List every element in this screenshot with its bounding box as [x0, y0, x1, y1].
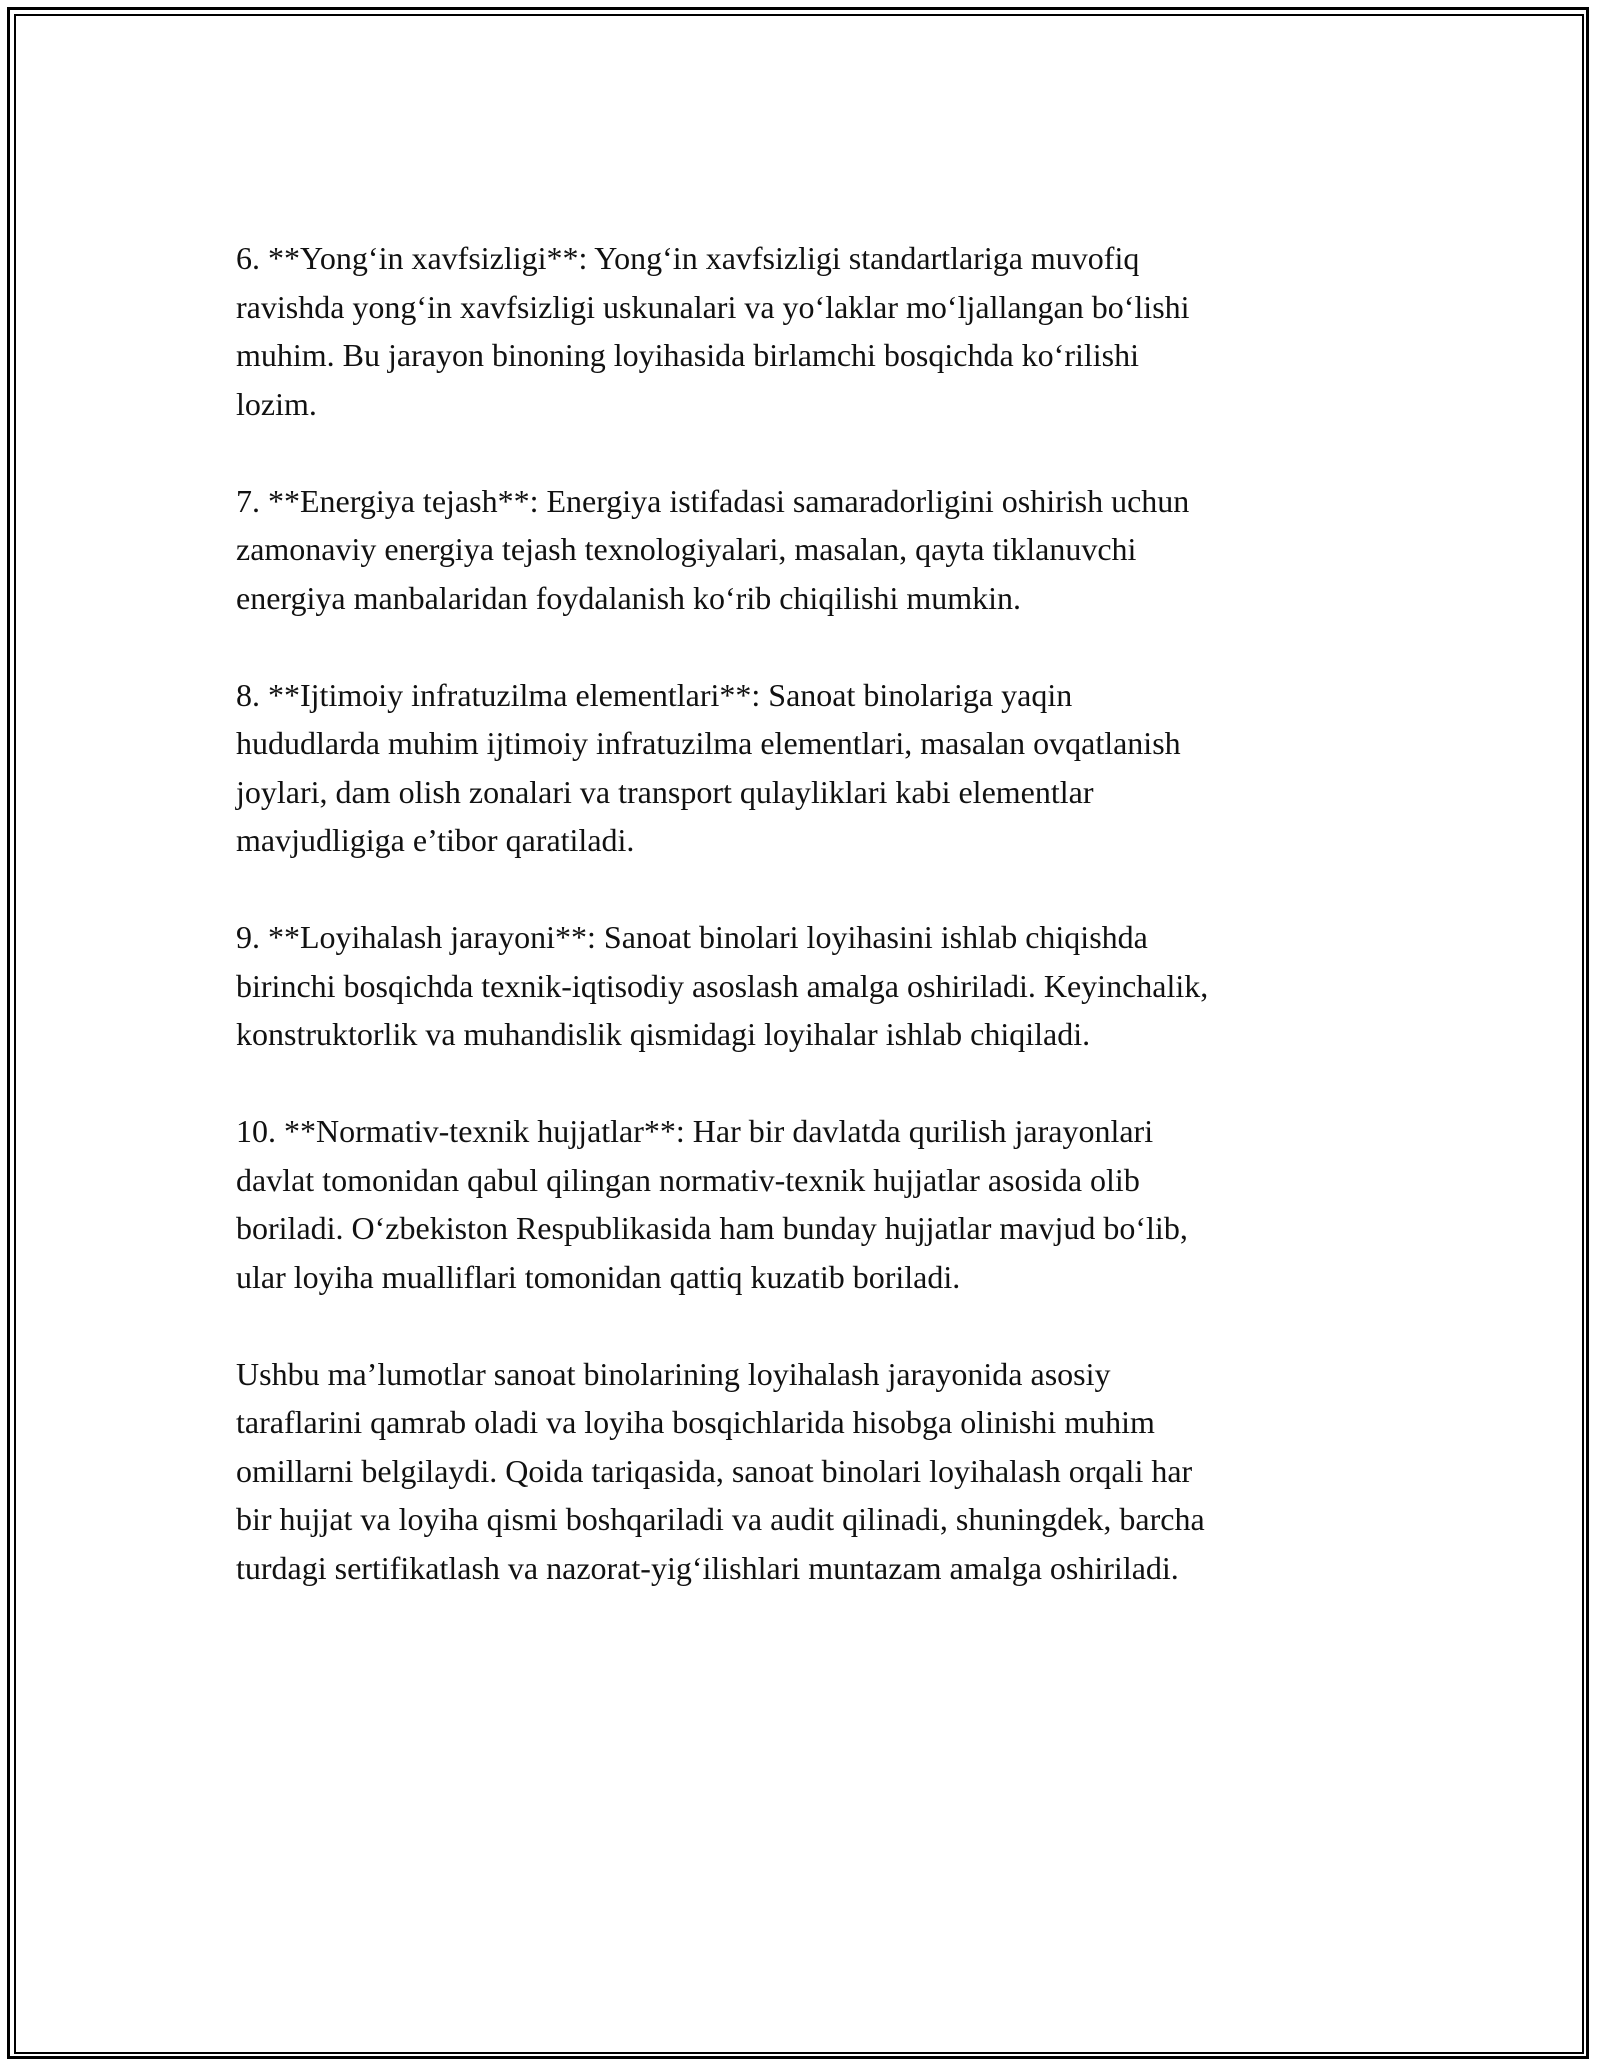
- text-line: Ushbu ma’lumotlar sanoat binolarining loyihalash jarayonida asosiy: [236, 1355, 1111, 1392]
- text-line: zamonaviy energiya tejash texnologiyalari, masalan, qayta tiklanuvchi: [236, 531, 1137, 567]
- paragraph-energy-saving: [236, 477, 1376, 623]
- text-line: omillarni belgilaydi. Qoida tariqasida, sanoat binolari loyihalash orqali har: [236, 1452, 1193, 1489]
- text-line: muhim. Bu jarayon binoning loyihasida birlamchi bosqichda ko‘rilishi: [236, 337, 1139, 373]
- paragraph-design-process: [236, 913, 1376, 1059]
- text-line: turdagi sertifikatlash va nazorat-yig‘ilishlari muntazam amalga oshiriladi.: [236, 1549, 1179, 1586]
- paragraph-social-infrastructure: [236, 671, 1376, 865]
- text-line: konstruktorlik va muhandislik qismidagi loyihalar ishlab chiqiladi.: [236, 1016, 1091, 1052]
- text-line: boriladi. O‘zbekiston Respublikasida ham bunday hujjatlar mavjud bo‘lib,: [236, 1210, 1188, 1246]
- text-line: 6. **Yong‘in xavfsizligi**: Yong‘in xavfsizligi standartlariga muvofiq: [236, 240, 1140, 276]
- paragraph-fire-safety: [236, 234, 1376, 428]
- text-line: davlat tomonidan qabul qilingan normativ-texnik hujjatlar asosida olib: [236, 1161, 1140, 1198]
- text-line: bir hujjat va loyiha qismi boshqariladi va audit qilinadi, shuningdek, barcha: [236, 1501, 1205, 1537]
- text-line: hududlarda muhim ijtimoiy infratuzilma elementlari, masalan ovqatlanish: [236, 725, 1181, 761]
- text-line: birinchi bosqichda texnik-iqtisodiy asoslash amalga oshiriladi. Keyinchalik,: [236, 967, 1209, 1004]
- text-line: 9. **Loyihalash jarayoni**: Sanoat binolari loyihasini ishlab chiqishda: [236, 919, 1148, 955]
- text-line: 7. **Energiya tejash**: Energiya istifadasi samaradorligini oshirish uchun: [236, 482, 1190, 519]
- text-line: mavjudligiga e’tibor qaratiladi.: [236, 822, 635, 858]
- text-line: lozim.: [236, 385, 317, 422]
- text-line: joylari, dam olish zonalari va transport qulayliklari kabi elementlar: [236, 773, 1094, 810]
- text-line: ular loyiha mualliflari tomonidan qattiq kuzatib boriladi.: [236, 1258, 961, 1295]
- text-line: taraflarini qamrab oladi va loyiha bosqichlarida hisobga olinishi muhim: [236, 1404, 1155, 1440]
- paragraph-normative-documents: [236, 1107, 1376, 1301]
- text-line: 8. **Ijtimoiy infratuzilma elementlari**: Sanoat binolariga yaqin: [236, 676, 1073, 713]
- paragraph-conclusion: [236, 1350, 1376, 1593]
- text-line: ravishda yong‘in xavfsizligi uskunalari va yo‘laklar mo‘ljallangan bo‘lishi: [236, 288, 1190, 325]
- text-line: energiya manbalaridan foydalanish ko‘rib chiqilishi mumkin.: [236, 579, 1021, 616]
- text-line: 10. **Normativ-texnik hujjatlar**: Har bir davlatda qurilish jarayonlari: [236, 1113, 1154, 1149]
- document-body: [236, 234, 1376, 1641]
